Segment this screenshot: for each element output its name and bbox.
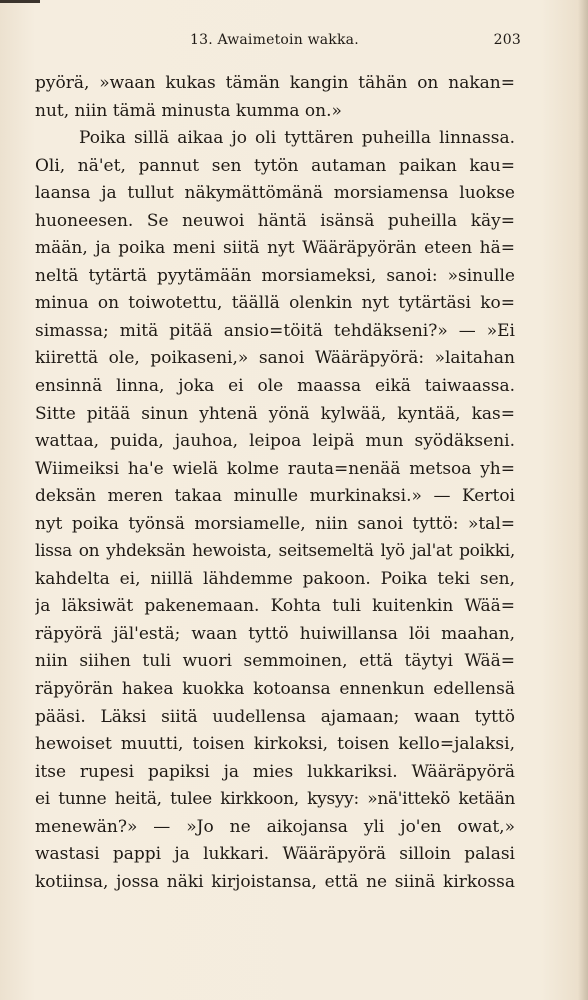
running-head-title: 13. Awaimetoin wakka. (190, 32, 359, 48)
text-line: menewän?» — »Jo ne aikojansa yli jo'en owat,» (35, 816, 515, 837)
text-line: kotiinsa, jossa näki kirjoistansa, että ne siinä kirkossa (35, 871, 515, 892)
text-line: pääsi. Läksi siitä uudellensa ajamaan; waan tyttö (35, 706, 515, 727)
top-left-rule (0, 0, 40, 3)
page-number: 203 (493, 32, 521, 48)
text-line: kahdelta ei, niillä lähdemme pakoon. Poika teki sen, (35, 568, 515, 589)
text-line: ei tunne heitä, tulee kirkkoon, kysyy: »nä'ittekö ketään (35, 789, 515, 810)
text-line: neltä tytärtä pyytämään morsiameksi, sanoi: »sinulle (35, 265, 515, 286)
text-line: Poika sillä aikaa jo oli tyttären puheilla linnassa. (79, 128, 515, 149)
text-line: laansa ja tullut näkymättömänä morsiamensa luokse (35, 183, 515, 204)
page-edge-shadow (578, 0, 588, 1000)
text-line: huoneesen. Se neuwoi häntä isänsä puheilla käy= (35, 210, 515, 231)
text-line: Wiimeiksi ha'e wielä kolme rauta=nenää metsoa yh= (35, 458, 515, 479)
text-line: Sitte pitää sinun yhtenä yönä kylwää, kyntää, kas= (35, 403, 515, 424)
text-line: minua on toiwotettu, täällä olenkin nyt tytärtäsi ko= (35, 293, 515, 314)
text-line: räpyörän hakea kuokka kotoansa ennenkun edellensä (35, 679, 515, 700)
text-line: kiirettä ole, poikaseni,» sanoi Wääräpyörä: »laitahan (35, 348, 515, 369)
text-line: pyörä, »waan kukas tämän kangin tähän on nakan= (35, 73, 515, 93)
text-line: lissa on yhdeksän hewoista, seitsemeltä lyö jal'at poikki, (35, 541, 515, 562)
text-line: hewoiset muutti, toisen kirkoksi, toisen kello=jalaksi, (35, 734, 515, 755)
text-line: nyt poika työnsä morsiamelle, niin sanoi tyttö: »tal= (35, 513, 515, 534)
text-line: deksän meren takaa minulle murkinaksi.» — Kertoi (35, 486, 515, 507)
text-line: Oli, nä'et, pannut sen tytön autaman paikan kau= (35, 155, 515, 176)
text-line: simassa; mitä pitää ansio=töitä tehdäkseni?» — »Ei (35, 320, 515, 341)
text-line: wastasi pappi ja lukkari. Wääräpyörä silloin palasi (35, 844, 515, 865)
text-line: mään, ja poika meni siitä nyt Wääräpyörän eteen hä= (35, 238, 515, 259)
text-line: itse rupesi papiksi ja mies lukkariksi. Wääräpyörä (35, 761, 515, 782)
text-line: ensinnä linna, joka ei ole maassa eikä taiwaassa. (35, 376, 515, 397)
text-line: ja läksiwät pakenemaan. Kohta tuli kuitenkin Wää= (35, 596, 515, 617)
running-head (40, 32, 521, 54)
body-text (35, 70, 515, 896)
text-line: räpyörä jäl'estä; waan tyttö huiwillansa löi maahan, (35, 623, 515, 644)
text-line: wattaa, puida, jauhoa, leipoa leipä mun syödäkseni. (35, 431, 515, 452)
text-line: niin siihen tuli wuori semmoinen, että täytyi Wää= (35, 651, 515, 672)
text-line: nut, niin tämä minusta kumma on.» (35, 100, 342, 121)
